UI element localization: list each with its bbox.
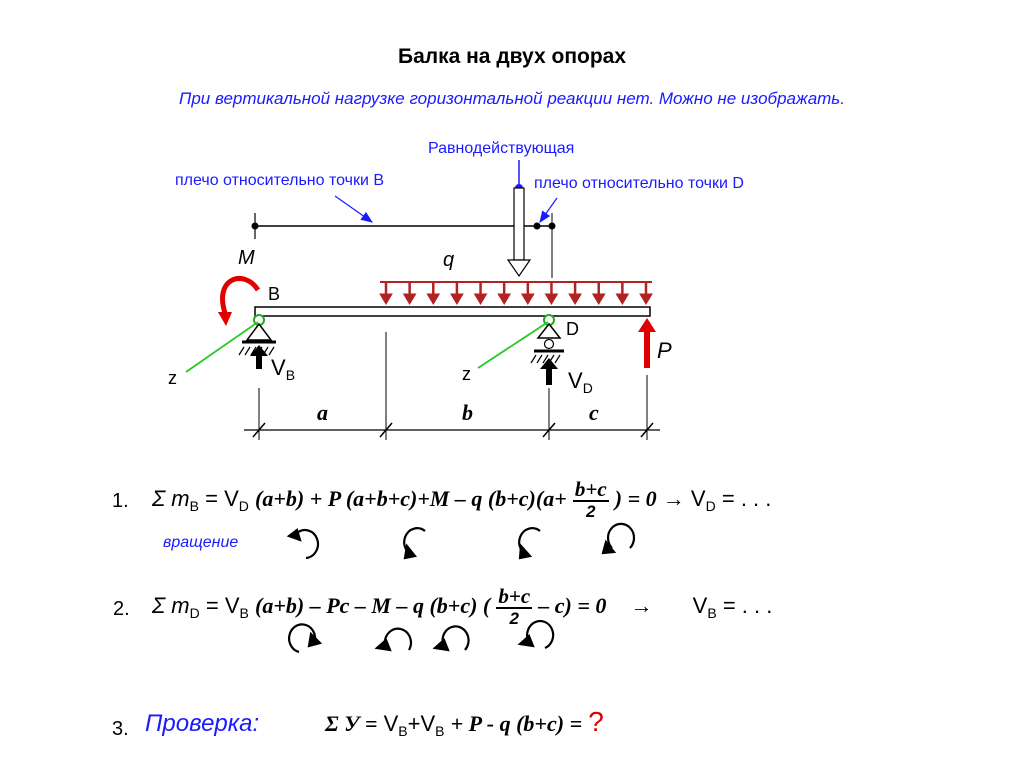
resultant-label: Равнодействующая	[428, 140, 575, 157]
eq1-terms: (a+b) + P (a+b+c)+M – q (b+c)(a+	[255, 485, 567, 511]
eq2-body: = V	[205, 592, 240, 618]
dim-b-label: b	[462, 400, 473, 425]
eq2-frac-num: b+c	[498, 584, 531, 608]
eq2-number: 2.	[113, 598, 130, 620]
eq2-fraction	[496, 585, 532, 629]
support-b-label: B	[268, 284, 281, 304]
eq2-vb-sub: B	[239, 604, 249, 621]
rotation-clockwise-icon	[603, 524, 634, 553]
rotation-clockwise-icon	[289, 530, 318, 558]
support-d-label: D	[566, 319, 579, 339]
reaction-d-symbol: V	[568, 368, 583, 393]
dim-c-label: c	[589, 400, 599, 425]
eq3-vb2-sub: B	[435, 723, 445, 739]
rotation-label: вращение	[163, 534, 239, 551]
arm-b-label: плечо относительно точки B	[175, 172, 385, 189]
eq1-result-sub: D	[705, 497, 716, 514]
force-p-label: P	[657, 338, 672, 363]
eq2-sum-sub: D	[189, 604, 200, 621]
eq1-result-tail: = . . .	[721, 485, 772, 511]
eq2-result: V	[692, 592, 708, 618]
eq2-result-sub: B	[707, 604, 717, 621]
eq1-frac-num: b+c	[574, 477, 607, 501]
eq2-sum: Σ m	[152, 592, 190, 618]
eq1-sum: Σ m	[152, 485, 190, 511]
eq2-terms: (a+b) – Pc – M – q (b+c) (	[255, 592, 491, 618]
z-label-d: z	[462, 364, 471, 384]
eq2-arrow: →	[630, 592, 653, 618]
rotation-counterclockwise-icon	[377, 629, 411, 650]
eq1-tail: ) = 0	[614, 485, 657, 511]
page-subtitle: При вертикальной нагрузке горизонтальной реакции нет. Можно не изображать.	[179, 89, 845, 108]
eq1-arrow: →	[662, 485, 685, 511]
eq3-vb1-sub: B	[398, 723, 408, 739]
eq2-result-tail: = . . .	[722, 592, 773, 618]
eq2-tail: – c) = 0	[538, 592, 607, 618]
moment-label: M	[238, 247, 255, 269]
eq1-result: V	[690, 485, 706, 511]
check-label: Проверка:	[145, 710, 260, 737]
eq3-sum: Σ У =	[325, 711, 378, 736]
eq1-vd-sub: D	[238, 497, 249, 514]
reaction-d-subscript: D	[582, 380, 593, 396]
eq1-frac-den: 2	[586, 502, 596, 521]
equation-2	[152, 585, 772, 629]
load-label: q	[443, 249, 455, 271]
eq1-body: = V	[205, 485, 239, 511]
dim-a-label: a	[317, 400, 328, 425]
reaction-b-symbol: V	[271, 355, 286, 380]
eq3-vb2: +V	[407, 711, 436, 736]
rotation-counterclockwise-icon	[435, 626, 469, 650]
rotation-counterclockwise-icon	[519, 528, 540, 558]
arm-d-label: плечо относительно точки D	[534, 175, 744, 192]
reaction-b-subscript: B	[285, 367, 296, 383]
rotation-counterclockwise-icon	[404, 528, 425, 558]
page-title: Балка на двух опорах	[397, 45, 627, 68]
eq1-number: 1.	[112, 490, 129, 512]
eq3-vb1: V	[383, 711, 399, 736]
eq2-frac-den: 2	[509, 609, 519, 628]
z-label-b: z	[168, 368, 177, 388]
eq3-question-mark: ?	[588, 706, 604, 737]
eq3-number: 3.	[112, 718, 129, 740]
eq3-terms: + P - q (b+c) =	[450, 711, 583, 736]
equation-3	[325, 706, 604, 738]
eq1-sum-sub: B	[189, 497, 199, 514]
